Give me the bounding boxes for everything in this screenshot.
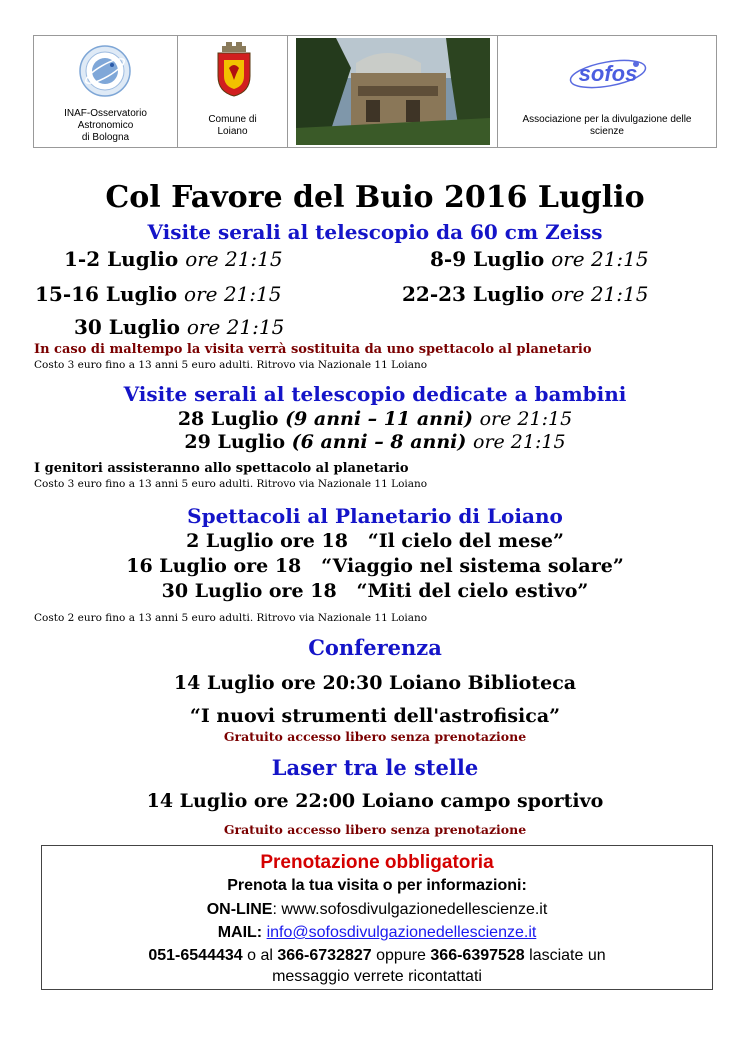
date-label: 22-23 Luglio bbox=[402, 282, 545, 306]
conference-topic: “I nuovi strumenti dell'astrofisica” bbox=[189, 705, 561, 727]
telescope-date-3 bbox=[35, 282, 281, 306]
inaf-caption bbox=[34, 108, 177, 144]
booking-mail-line bbox=[42, 924, 712, 942]
observatory-photo bbox=[296, 38, 490, 145]
date-label: 8-9 Luglio bbox=[430, 247, 545, 271]
telescope-date-5 bbox=[74, 315, 284, 339]
online-label: ON-LINE bbox=[206, 901, 273, 918]
leave-message-text: lasciate un bbox=[524, 947, 606, 964]
laser-free-note: Gratuito accesso libero senza prenotazione bbox=[223, 822, 527, 837]
phone-3: 366-6397528 bbox=[430, 947, 525, 964]
kids-cost: Costo 3 euro fino a 13 anni 5 euro adulti. Ritrovo via Nazionale 11 Loiano bbox=[34, 478, 428, 490]
bad-weather-note: In caso di maltempo la visita verrà sostituita da uno spettacolo al planetario bbox=[34, 342, 592, 357]
date-label: 30 Luglio bbox=[74, 315, 180, 339]
comune-cell bbox=[178, 36, 288, 147]
booking-heading: Prenotazione obbligatoria bbox=[260, 852, 494, 873]
conference-free-note: Gratuito accesso libero senza prenotazione bbox=[223, 729, 527, 744]
inaf-caption-line1: INAF-Osservatorio bbox=[64, 108, 147, 119]
header-box bbox=[33, 35, 717, 148]
kids-line-1 bbox=[0, 408, 750, 430]
mail-label: MAIL: bbox=[217, 924, 263, 941]
or-text: o al bbox=[242, 947, 278, 964]
time-label: ore 21:15 bbox=[184, 282, 282, 306]
date-label: 15-16 Luglio bbox=[35, 282, 178, 306]
date-label: 28 Luglio bbox=[177, 408, 279, 430]
time-label: ore 21:15 bbox=[479, 408, 573, 430]
telescope-date-4 bbox=[402, 282, 648, 306]
booking-box bbox=[41, 845, 713, 990]
page-title: Col Favore del Buio 2016 Luglio bbox=[105, 180, 645, 215]
coat-of-arms-icon bbox=[213, 40, 255, 98]
comune-caption bbox=[178, 114, 287, 138]
planetarium-cost: Costo 2 euro fino a 13 anni 5 euro adulti. Ritrovo via Nazionale 11 Loiano bbox=[34, 612, 428, 624]
planetarium-show-1: 2 Luglio ore 18 “Il cielo del mese” bbox=[186, 530, 564, 552]
laser-when: 14 Luglio ore 22:00 Loiano campo sportivo bbox=[146, 790, 604, 812]
time-label: ore 21:15 bbox=[473, 431, 566, 453]
date-label: 1-2 Luglio bbox=[64, 247, 179, 271]
telescope-cost: Costo 3 euro fino a 13 anni 5 euro adulti. Ritrovo via Nazionale 11 Loiano bbox=[34, 359, 428, 371]
sofos-logo-text: sofos bbox=[578, 61, 638, 86]
booking-subheading: Prenota la tua visita o per informazioni: bbox=[227, 877, 527, 894]
comune-caption-line1: Comune di bbox=[208, 114, 257, 125]
age-range: (6 anni – 8 anni) bbox=[291, 431, 467, 453]
time-label: ore 21:15 bbox=[551, 247, 649, 271]
sofos-logo-icon bbox=[568, 50, 648, 94]
online-url[interactable]: : www.sofosdivulgazionedellescienze.it bbox=[272, 901, 548, 918]
telescope-date-2 bbox=[430, 247, 649, 271]
laser-heading: Laser tra le stelle bbox=[271, 755, 479, 780]
planetarium-heading: Spettacoli al Planetario di Loiano bbox=[187, 504, 563, 528]
telescope-heading: Visite serali al telescopio da 60 cm Zeiss bbox=[147, 220, 603, 244]
age-range: (9 anni – 11 anni) bbox=[285, 408, 473, 430]
booking-callback-line: messaggio verrete ricontattati bbox=[272, 968, 482, 985]
photo-cell bbox=[288, 36, 498, 147]
inaf-cell bbox=[34, 36, 178, 147]
planetarium-show-3: 30 Luglio ore 18 “Miti del cielo estivo” bbox=[161, 580, 589, 602]
telescope-date-1 bbox=[64, 247, 283, 271]
inaf-caption-line2: Astronomico bbox=[77, 120, 134, 131]
sofos-caption bbox=[498, 114, 716, 138]
time-label: ore 21:15 bbox=[185, 247, 283, 271]
comune-caption-line2: Loiano bbox=[217, 126, 248, 137]
mail-link[interactable]: info@sofosdivulgazionedellescienze.it bbox=[266, 924, 537, 941]
booking-online-line bbox=[42, 901, 712, 919]
date-label: 29 Luglio bbox=[184, 431, 286, 453]
parents-note: I genitori assisteranno allo spettacolo al planetario bbox=[34, 461, 409, 476]
booking-phone-line bbox=[42, 947, 712, 965]
time-label: ore 21:15 bbox=[186, 315, 285, 339]
planetarium-show-2: 16 Luglio ore 18 “Viaggio nel sistema solare” bbox=[126, 555, 624, 577]
kids-line-2 bbox=[0, 431, 750, 453]
inaf-logo-icon bbox=[78, 44, 132, 98]
phone-2: 366-6732827 bbox=[277, 947, 372, 964]
sofos-caption-line1: Associazione per la divulgazione delle bbox=[522, 114, 692, 125]
oppure-text: oppure bbox=[371, 947, 431, 964]
conference-when: 14 Luglio ore 20:30 Loiano Biblioteca bbox=[173, 672, 577, 694]
kids-heading: Visite serali al telescopio dedicate a bambini bbox=[123, 382, 627, 406]
conference-heading: Conferenza bbox=[308, 635, 442, 660]
time-label: ore 21:15 bbox=[551, 282, 649, 306]
sofos-caption-line2: scienze bbox=[590, 126, 624, 137]
inaf-caption-line3: di Bologna bbox=[81, 132, 130, 143]
sofos-cell bbox=[498, 36, 716, 147]
phone-1: 051-6544434 bbox=[148, 947, 243, 964]
